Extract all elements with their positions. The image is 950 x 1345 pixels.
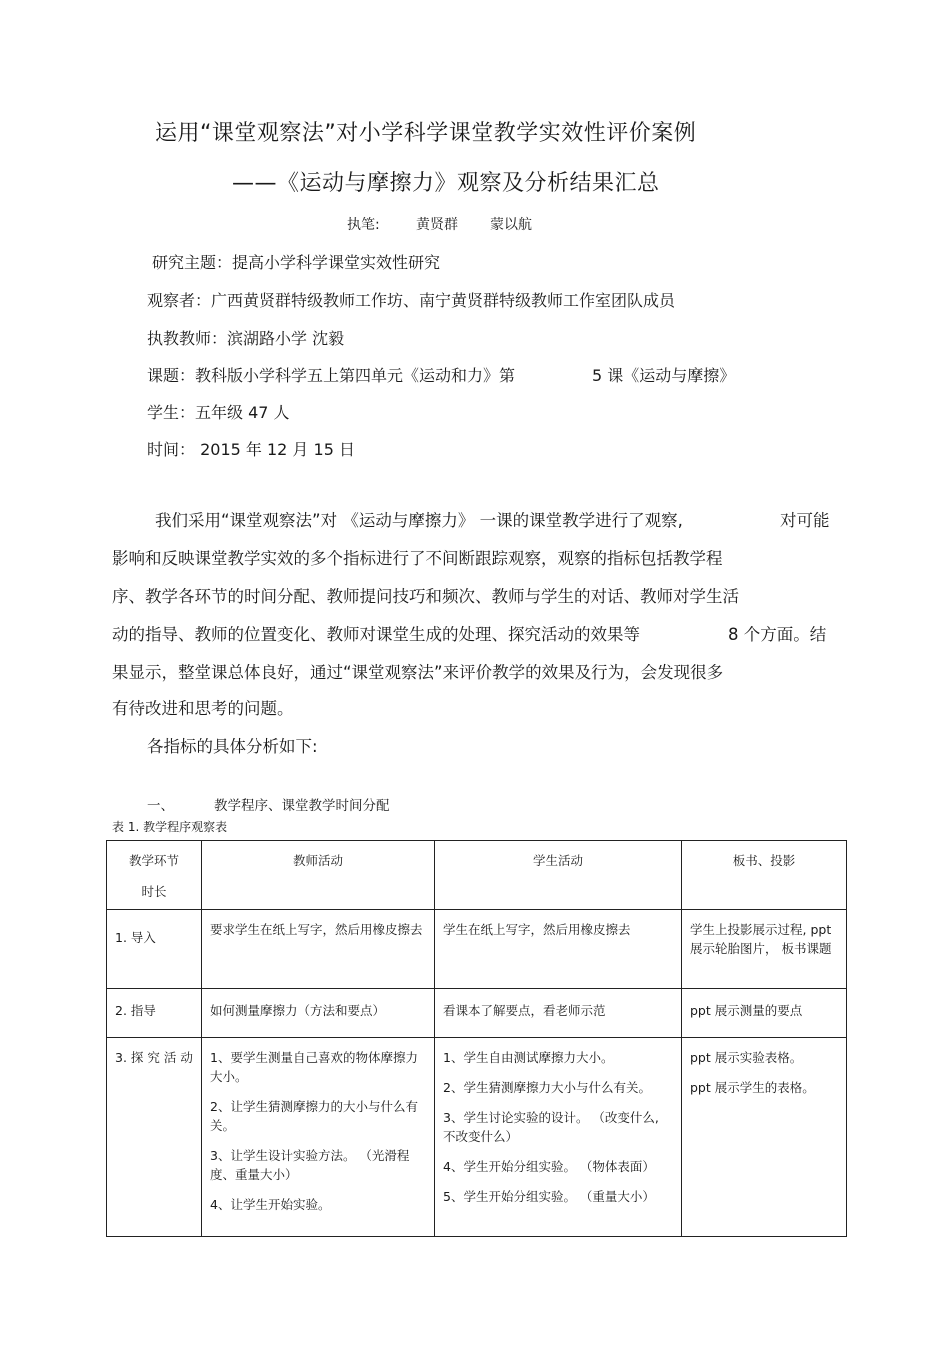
table-caption: 表 1. 教学程序观察表 — [112, 820, 228, 834]
student-activity-item: 3、学生讨论实验的设计。 （改变什么, 不改变什么） — [443, 1110, 659, 1144]
board-item: ppt 展示实验表格。 — [690, 1050, 803, 1065]
header-cell — [107, 841, 202, 910]
table-row — [107, 1038, 847, 1237]
teacher-activity-item: 3、让学生设计实验方法。 （光滑程度、重量大小） — [210, 1148, 410, 1182]
table-row — [107, 910, 847, 989]
lesson-topic-cont: 5 课《运动与摩擦》 — [592, 366, 736, 385]
section-number: 一、 — [147, 798, 174, 814]
paragraph-line: 有待改进和思考的问题。 — [112, 699, 294, 718]
cell-board: 学生上投影展示过程, ppt 展示轮胎图片， 板书课题 — [682, 910, 847, 989]
cell-student — [435, 1038, 682, 1237]
teacher-activity-item: 1、要学生测量自己喜欢的物体摩擦力大小。 — [210, 1050, 418, 1084]
students: 学生：五年级 47 人 — [147, 403, 290, 422]
paragraph-line: 动的指导、教师的位置变化、教师对课堂生成的处理、探究活动的效果等 — [112, 625, 640, 644]
section-title: 教学程序、课堂教学时间分配 — [214, 798, 390, 814]
paragraph-line: 序、教学各环节的时间分配、教师提问技巧和频次、教师与学生的对话、教师对学生活 — [112, 587, 739, 606]
cell-stage: 3. 探 究 活 动 — [107, 1038, 202, 1237]
author-name: 黄贤群 — [416, 217, 458, 233]
research-topic: 研究主题：提高小学科学课堂实效性研究 — [152, 253, 441, 272]
cell-teacher — [202, 1038, 435, 1237]
cell-student: 看课本了解要点，看老师示范 — [435, 989, 682, 1038]
cell-stage: 1. 导入 — [107, 910, 202, 989]
header-duration: 时长 — [141, 884, 167, 899]
board-item: ppt 展示学生的表格。 — [690, 1080, 815, 1095]
student-activity-item: 1、学生自由测试摩擦力大小。 — [443, 1050, 614, 1065]
paragraph-line: 各指标的具体分析如下: — [147, 737, 318, 756]
page-title: 运用“课堂观察法”对小学科学课堂教学实效性评价案例 — [155, 121, 697, 146]
lesson-topic: 课题：教科版小学科学五上第四单元《运动和力》第 — [147, 366, 516, 385]
author-label: 执笔: — [347, 217, 380, 233]
author-name: 蒙以航 — [490, 217, 532, 233]
header-stage: 教学环节 — [128, 853, 179, 868]
paragraph-line: 我们采用“课堂观察法”对 《运动与摩擦力》 一课的课堂教学进行了观察, — [155, 511, 683, 530]
teacher-activity-item: 2、让学生猜测摩擦力的大小与什么有关。 — [210, 1099, 418, 1133]
cell-teacher: 如何测量摩擦力（方法和要点） — [202, 989, 435, 1038]
student-activity-item: 4、学生开始分组实验。 （物体表面） — [443, 1159, 655, 1174]
teacher: 执教教师：滨湖路小学 沈毅 — [147, 329, 345, 348]
header-student: 学生活动 — [435, 841, 682, 910]
teacher-activity-item: 4、让学生开始实验。 — [210, 1197, 331, 1212]
page-subtitle: ——《运动与摩擦力》观察及分析结果汇总 — [232, 171, 660, 196]
date: 时间： 2015 年 12 月 15 日 — [147, 440, 355, 459]
header-teacher: 教师活动 — [202, 841, 435, 910]
table-header-row — [107, 841, 847, 910]
header-board: 板书、投影 — [682, 841, 847, 910]
cell-stage: 2. 指导 — [107, 989, 202, 1038]
paragraph-line: 果显示，整堂课总体良好，通过“课堂观察法”来评价教学的效果及行为，会发现很多 — [112, 663, 724, 682]
table-row — [107, 989, 847, 1038]
observation-table — [106, 840, 847, 1237]
cell-teacher: 要求学生在纸上写字，然后用橡皮擦去 — [202, 910, 435, 989]
paragraph-line: 影响和反映课堂教学实效的多个指标进行了不间断跟踪观察，观察的指标包括教学程 — [112, 549, 723, 568]
paragraph-line: 8 个方面。结 — [728, 625, 827, 644]
observers: 观察者：广西黄贤群特级教师工作坊、南宁黄贤群特级教师工作室团队成员 — [147, 291, 676, 310]
cell-board — [682, 1038, 847, 1237]
paragraph-line: 对可能 — [780, 511, 830, 530]
cell-board: ppt 展示测量的要点 — [682, 989, 847, 1038]
student-activity-item: 2、学生猜测摩擦力大小与什么有关。 — [443, 1080, 651, 1095]
student-activity-item: 5、学生开始分组实验。 （重量大小） — [443, 1189, 655, 1204]
cell-student: 学生在纸上写字，然后用橡皮擦去 — [435, 910, 682, 989]
